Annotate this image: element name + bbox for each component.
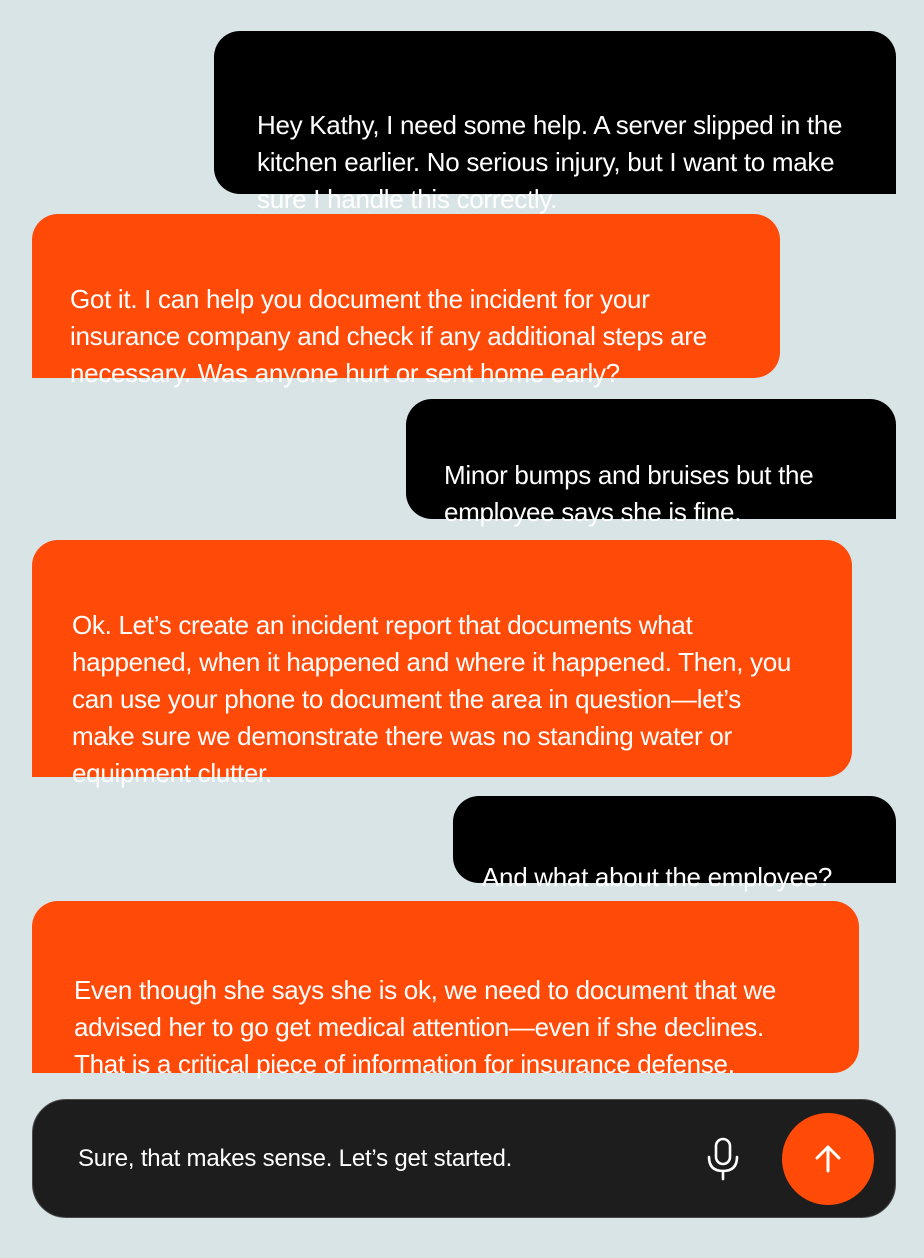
microphone-icon[interactable]	[703, 1136, 743, 1182]
message-text: Even though she says she is ok, we need to document that we advised her to go get medical attention—even if she declines. That is a critical piece of information for insurance defense.	[74, 975, 777, 1079]
send-button[interactable]	[782, 1113, 874, 1205]
arrow-up-icon	[782, 1113, 874, 1205]
user-message-bubble	[453, 796, 896, 892]
message-input[interactable]: Sure, that makes sense. Let’s get started.	[78, 1145, 513, 1172]
assistant-message-bubble	[32, 540, 852, 788]
message-text: Hey Kathy, I need some help. A server slipped in the kitchen earlier. No serious injury, but I want to make sure I handle this correctly.	[257, 110, 843, 214]
message-text: Got it. I can help you document the incident for your insurance company and check if any additional steps are necessary. Was anyone hurt or sent home early?	[70, 284, 707, 388]
message-text: Minor bumps and bruises but the employee says she is fine.	[444, 460, 814, 527]
message-text: Ok. Let’s create an incident report that documents what happened, when it happened and where it happened. Then, you can use your phone to document the area in question—let’s make sure we demonstrate there was no standing water or equipment clutter.	[72, 610, 792, 788]
user-message-bubble	[406, 399, 896, 527]
message-composer	[32, 1099, 896, 1218]
assistant-message-bubble	[32, 214, 780, 388]
assistant-message-bubble	[32, 901, 859, 1079]
user-message-bubble	[214, 31, 896, 214]
message-text: And what about the employee?	[482, 862, 833, 892]
